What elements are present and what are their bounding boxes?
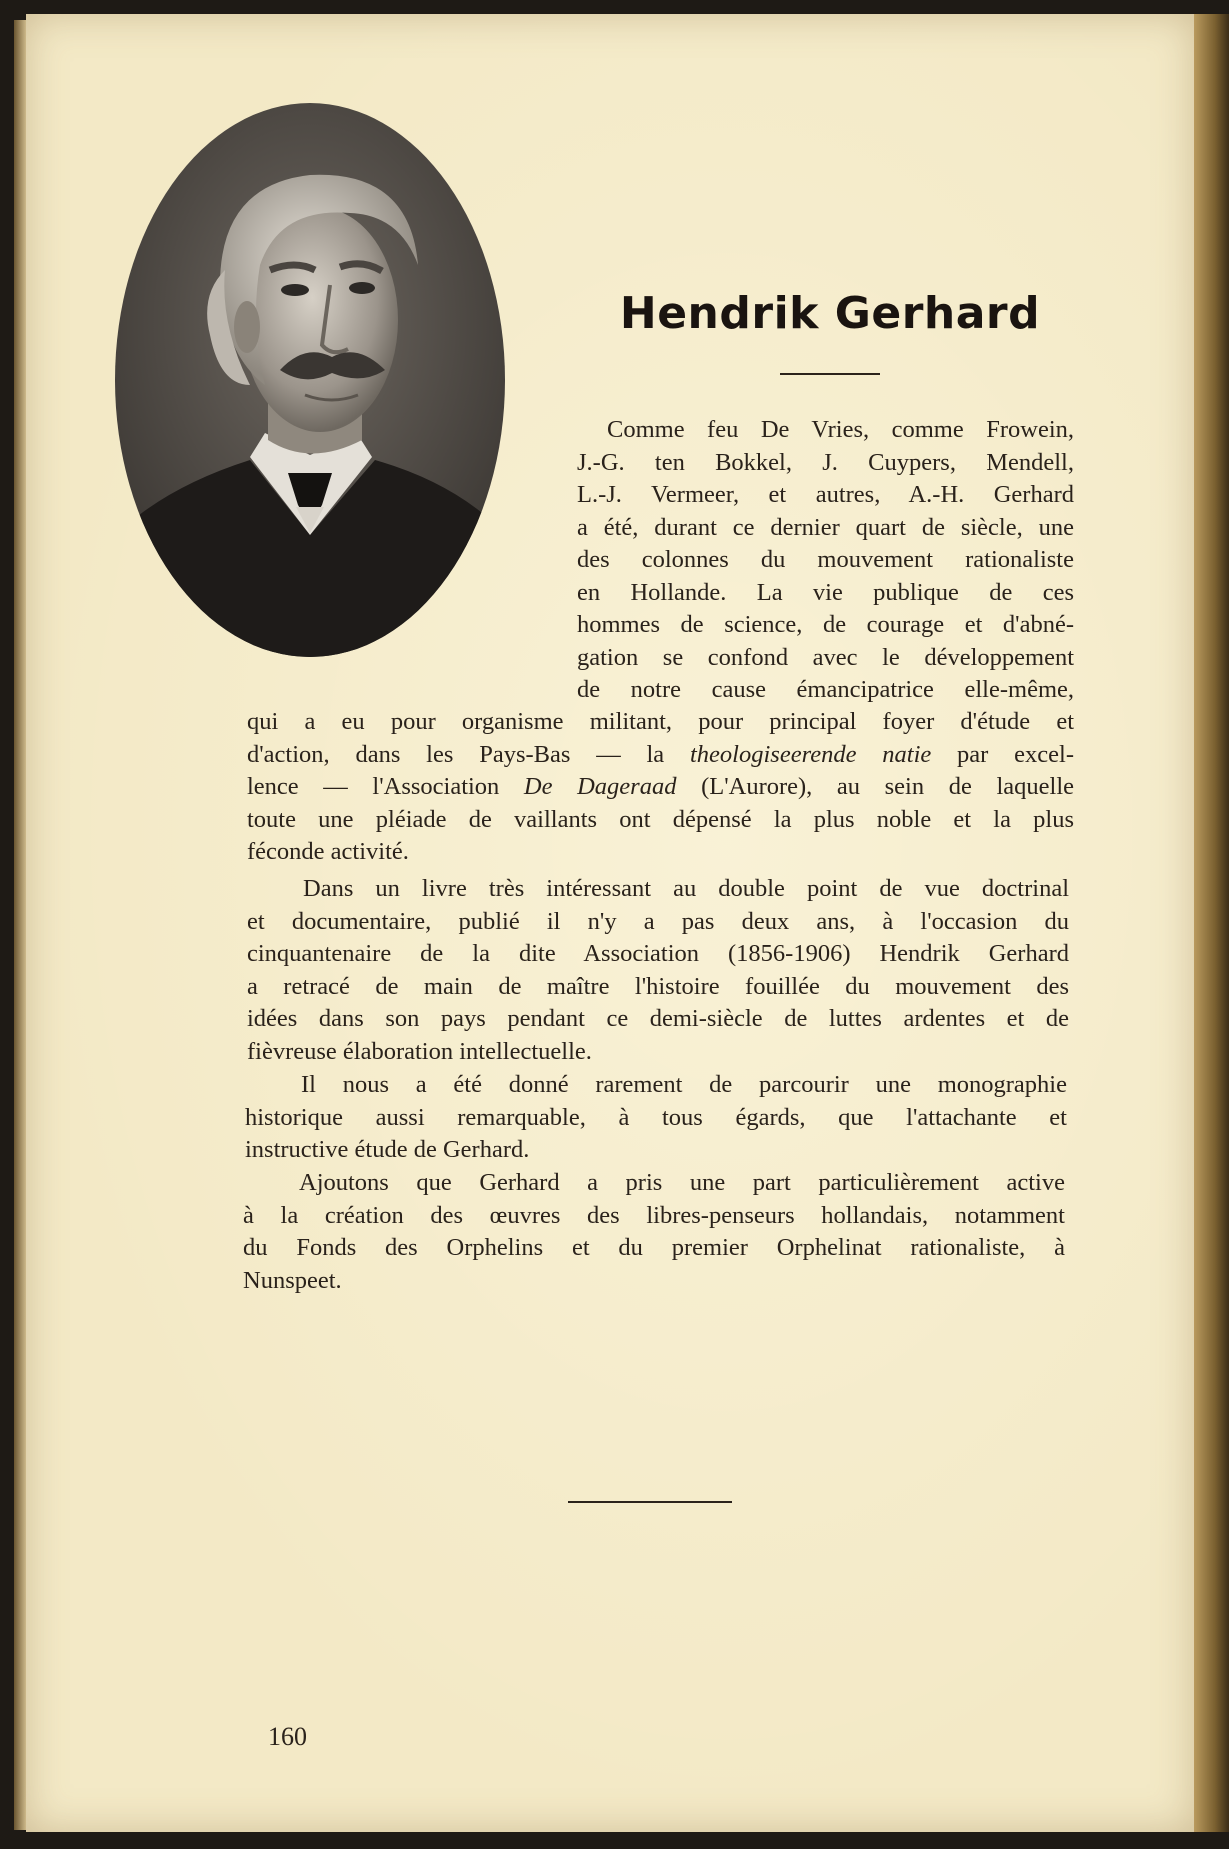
text-run: (L'Aurore), au sein de laquelle [676,773,1074,800]
paragraph-1-lower [247,706,1074,869]
portrait-photo-icon [100,95,520,665]
page-title: Hendrik Gerhard [619,288,1041,339]
paragraph-3 [245,1069,1067,1167]
text-run: par excel- [931,740,1074,768]
page-number: 160 [268,1722,307,1751]
text-line: idées dans son pays pendant ce demi-siècle de luttes ardentes et de [247,1005,1069,1032]
text-line: a retracé de main de maître l'histoire fouillée du mouvement des [247,972,1069,1000]
text-line: de notre cause émancipatrice elle-même, [577,676,1074,703]
page-edge-right [1194,14,1229,1832]
italic-run: theologiseerende natie [690,740,932,768]
text-line: fièvreuse élaboration intellectuelle. [247,1037,592,1065]
paragraph-4 [243,1167,1065,1297]
text-line: Dans un livre très intéressant au double point de vue doctrinal [303,875,1069,902]
paragraph-2 [247,873,1069,1068]
italic-run: De Dageraad [523,773,677,800]
text-line: hommes de science, de courage et d'abné- [577,611,1074,638]
text-run: lence — l'Association [247,773,524,800]
title-divider [780,373,880,375]
paragraph-1-upper [577,414,1074,707]
text-line: instructive étude de Gerhard. [245,1136,530,1163]
text-line: Nunspeet. [243,1266,342,1294]
text-line: historique aussi remarquable, à tous égards, que l'attachante et [245,1103,1067,1131]
text-line: et documentaire, publié il n'y a pas deux ans, à l'occasion du [247,907,1069,935]
text-line: cinquantenaire de la dite Association (1856-1906) Hendrik Gerhard [247,940,1069,967]
text-line: à la création des œuvres des libres-penseurs hollandais, notamment [243,1201,1065,1229]
text-line: qui a eu pour organisme militant, pour principal foyer d'étude et [247,708,1074,735]
text-line: J.-G. ten Bokkel, J. Cuypers, Mendell, [577,448,1074,476]
text-line: Il nous a été donné rarement de parcourir une monographie [301,1071,1067,1098]
text-line: des colonnes du mouvement rationaliste [577,546,1074,573]
text-run: d'action, dans les Pays-Bas — la [247,740,690,768]
section-end-divider [568,1501,732,1503]
page-binding-edge [14,20,26,1830]
text-line: Comme feu De Vries, comme Frowein, [607,416,1074,443]
text-line [247,771,1074,804]
text-line: Ajoutons que Gerhard a pris une part particulièrement active [299,1169,1065,1196]
text-line [247,739,1074,772]
text-line: toute une pléiade de vaillants ont dépensé la plus noble et la plus [247,805,1074,833]
text-line: a été, durant ce dernier quart de siècle, une [577,513,1074,541]
text-line: du Fonds des Orphelins et du premier Orphelinat rationaliste, à [243,1234,1065,1261]
text-line: L.-J. Vermeer, et autres, A.-H. Gerhard [577,481,1074,508]
text-line: en Hollande. La vie publique de ces [577,578,1074,606]
text-line: féconde activité. [247,838,409,865]
text-line: gation se confond avec le développement [577,643,1074,671]
